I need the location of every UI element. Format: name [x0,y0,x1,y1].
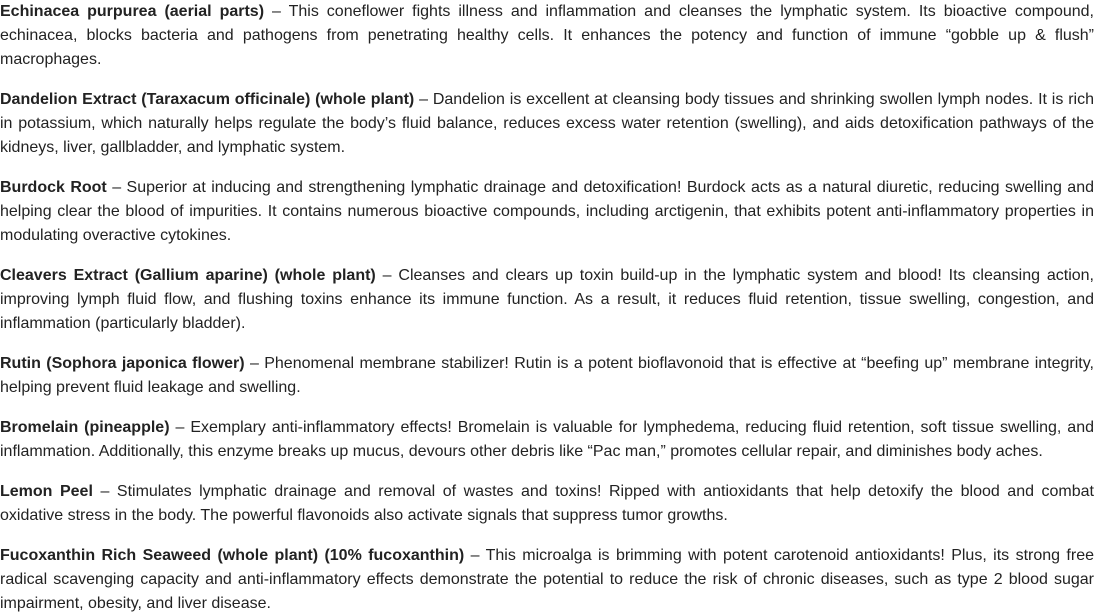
ingredient-description: – This coneflower fights illness and inflammation and cleanses the lymphatic system. Its bioactive compound, echinacea, blocks bacteria and pathogens from penetrating healthy cells. It enhances the potency and function of immune “gobble up & flush” macrophages. [0,3,1094,68]
ingredient-name: Lemon Peel [0,483,93,500]
ingredient-fucoxanthin-seaweed [0,544,1094,616]
ingredient-name: Fucoxanthin Rich Seaweed (whole plant) (10% fucoxanthin) [0,547,465,564]
ingredient-description: – This microalga is brimming with potent carotenoid antioxidants! Plus, its strong free radical scavenging capacity and anti-inflammatory effects demonstrate the potential to reduce the risk of chronic diseases, such as type 2 blood sugar impairment, obesity, and liver disease. [0,547,1094,612]
ingredient-cleavers [0,264,1094,336]
ingredient-description: – Superior at inducing and strengthening lymphatic drainage and detoxification! Burdock acts as a natural diuretic, reducing swelling and helping clear the blood of impurities. It contains numerous bioactive compounds, including arctigenin, that exhibits potent anti-inflammatory properties in modulating overactive cytokines. [0,179,1094,244]
ingredient-dandelion [0,88,1094,160]
ingredient-bromelain [0,416,1094,464]
ingredient-rutin [0,352,1094,400]
ingredient-name: Burdock Root [0,179,107,196]
ingredient-burdock-root [0,176,1094,248]
ingredient-echinacea [0,0,1094,72]
ingredient-description: – Stimulates lymphatic drainage and removal of wastes and toxins! Ripped with antioxidants that help detoxify the blood and combat oxidative stress in the body. The powerful flavonoids also activate signals that suppress tumor growths. [0,483,1094,524]
ingredient-name: Bromelain (pineapple) [0,419,170,436]
ingredient-lemon-peel [0,480,1094,528]
ingredient-description: – Dandelion is excellent at cleansing body tissues and shrinking swollen lymph nodes. It is rich in potassium, which naturally helps regulate the body’s fluid balance, reduces excess water retention (swelling), and aids detoxification pathways of the kidneys, liver, gallbladder, and lymphatic system. [0,91,1094,156]
ingredient-name: Echinacea purpurea (aerial parts) [0,3,265,20]
ingredient-name: Cleavers Extract (Gallium aparine) (whole plant) [0,267,376,284]
ingredient-name: Dandelion Extract (Taraxacum officinale) (whole plant) [0,91,415,108]
ingredient-description: – Cleanses and clears up toxin build-up in the lymphatic system and blood! Its cleansing action, improving lymph fluid flow, and flushing toxins enhance its immune function. As a result, it reduces fluid retention, tissue swelling, congestion, and inflammation (particularly bladder). [0,267,1094,332]
ingredient-description: – Exemplary anti-inflammatory effects! Bromelain is valuable for lymphedema, reducing fluid retention, soft tissue swelling, and inflammation. Additionally, this enzyme breaks up mucus, devours other debris like “Pac man,” promotes cellular repair, and diminishes body aches. [0,419,1094,460]
ingredient-name: Rutin (Sophora japonica flower) [0,355,245,372]
ingredient-description: – Phenomenal membrane stabilizer! Rutin is a potent bioflavonoid that is effective at “beefing up” membrane integrity, helping prevent fluid leakage and swelling. [0,355,1094,396]
